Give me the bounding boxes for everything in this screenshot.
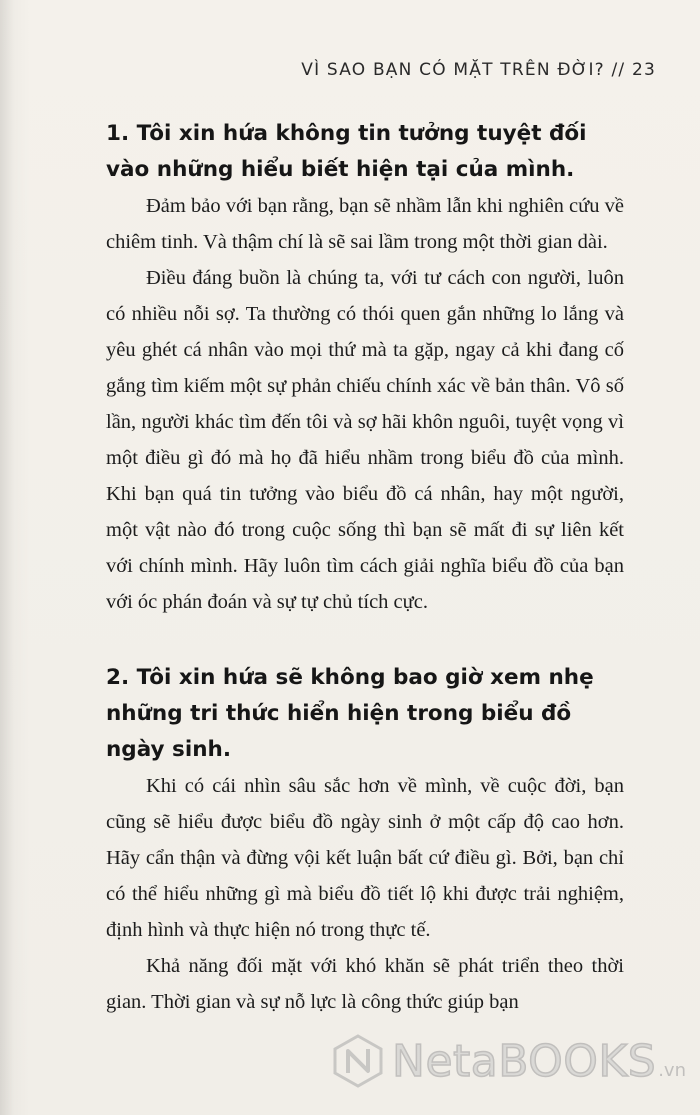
paragraph: Đảm bảo với bạn rằng, bạn sẽ nhầm lẫn khi nghiên cứu về chiêm tinh. Và thậm chí là sẽ sai lầm trong một thời gian dài. <box>106 195 624 253</box>
watermark-suffix: .vn <box>658 1060 686 1081</box>
section-2 <box>106 660 624 1020</box>
running-head: VÌ SAO BẠN CÓ MẶT TRÊN ĐỜI? // 23 <box>301 60 656 80</box>
netabooks-logo-icon <box>330 1033 386 1089</box>
paragraph: Khi có cái nhìn sâu sắc hơn về mình, về cuộc đời, bạn cũng sẽ hiểu được biểu đồ ngày sinh ở một cấp độ cao hơn. Hãy cẩn thận và đừng vội kết luận bất cứ điều gì. Bởi, bạn chỉ có thể hiểu những gì mà biểu đồ tiết lộ khi được trải nghiệm, định hình và thực hiện nó trong thực tế. <box>106 775 624 941</box>
paragraph: Điều đáng buồn là chúng ta, với tư cách con người, luôn có nhiều nỗi sợ. Ta thường có thói quen gắn những lo lắng và yêu ghét cá nhân vào mọi thứ mà ta gặp, ngay cả khi đang cố gắng tìm kiếm một sự phản chiếu chính xác về bản thân. Vô số lần, người khác tìm đến tôi và sợ hãi khôn nguôi, tuyệt vọng vì một điều gì đó mà họ đã hiểu nhầm trong biểu đồ của mình. Khi bạn quá tin tưởng vào biểu đồ cá nhân, hay một người, một vật nào đó trong cuộc sống thì bạn sẽ mất đi sự liên kết với chính mình. Hãy luôn tìm cách giải nghĩa biểu đồ của bạn với óc phán đoán và sự tự chủ tích cực. <box>106 267 624 613</box>
section-heading: 2. Tôi xin hứa sẽ không bao giờ xem nhẹ những tri thức hiển hiện trong biểu đồ ngày sinh. <box>106 665 594 762</box>
watermark-brand: NetaBOOKS <box>392 1035 657 1087</box>
publisher-watermark <box>330 1033 686 1089</box>
section-heading: 1. Tôi xin hứa không tin tưởng tuyệt đối vào những hiểu biết hiện tại của mình. <box>106 121 587 182</box>
page-body <box>106 116 624 1020</box>
paragraph: Khả năng đối mặt với khó khăn sẽ phát triển theo thời gian. Thời gian và sự nỗ lực là công thức giúp bạn <box>106 955 624 1013</box>
section-spacer <box>106 620 624 660</box>
section-1 <box>106 116 624 620</box>
